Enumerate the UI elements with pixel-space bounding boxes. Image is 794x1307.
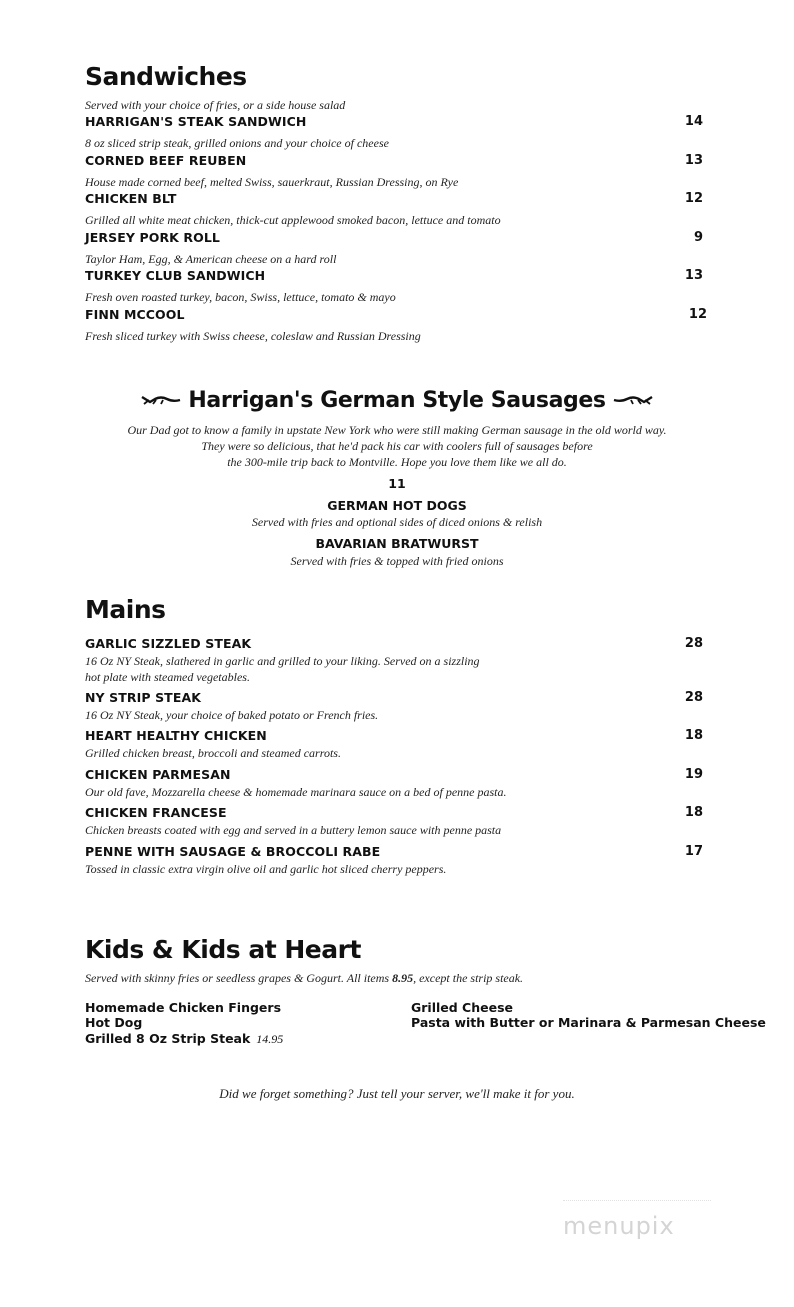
- menu-item-price: 18: [684, 805, 703, 820]
- kids-item: Homemade Chicken Fingers: [85, 1000, 282, 1015]
- menu-item-desc: Fresh oven roasted turkey, bacon, Swiss, lettuce, tomato & mayo: [85, 290, 396, 304]
- menu-item-name: PENNE WITH SAUSAGE & BROCCOLI RABE: [85, 844, 381, 859]
- menu-item-desc: 16 Oz NY Steak, slathered in garlic and grilled to your liking. Served on a sizzling: [85, 654, 480, 668]
- menu-item-desc: Grilled chicken breast, broccoli and steamed carrots.: [85, 746, 341, 760]
- watermark-logo: menupix: [563, 1212, 675, 1240]
- sandwiches-intro: Served with your choice of fries, or a side house salad: [85, 98, 346, 112]
- menu-item-price: 12: [688, 307, 707, 322]
- menu-item-price: 13: [684, 153, 703, 168]
- menu-item-price: 28: [684, 636, 703, 651]
- menu-item-desc: Taylor Ham, Egg, & American cheese on a hard roll: [85, 252, 337, 266]
- footer-note: Did we forget something? Just tell your server, we'll make it for you.: [219, 1086, 575, 1101]
- menu-item-name: FINN MCCOOL: [85, 307, 185, 322]
- left-mustache-ornament-icon: [141, 394, 181, 408]
- watermark-divider: [563, 1200, 711, 1201]
- sausages-intro-line: Our Dad got to know a family in upstate New York who were still making German sausage in the old world way.: [127, 423, 667, 437]
- menu-item-price: 12: [684, 191, 703, 206]
- kids-item: Pasta with Butter or Marinara & Parmesan Cheese: [411, 1015, 766, 1030]
- menu-item-name: HARRIGAN'S STEAK SANDWICH: [85, 114, 307, 129]
- menu-item-name: HEART HEALTHY CHICKEN: [85, 728, 267, 743]
- kids-item: Grilled Cheese: [411, 1000, 514, 1015]
- menu-item-price: 28: [684, 690, 703, 705]
- menu-item-name: CHICKEN BLT: [85, 191, 177, 206]
- menu-item-desc: 16 Oz NY Steak, your choice of baked potato or French fries.: [85, 708, 379, 722]
- sausages-title: Harrigan's German Style Sausages: [188, 388, 606, 413]
- menu-item-price: 17: [684, 844, 703, 859]
- menu-item-name: CHICKEN PARMESAN: [85, 767, 231, 782]
- menu-item-name: NY STRIP STEAK: [85, 690, 202, 705]
- kids-item: Hot Dog: [85, 1015, 143, 1030]
- right-mustache-ornament-icon: [613, 394, 653, 408]
- kids-item-price: 14.95: [256, 1032, 284, 1046]
- menu-item-name: GERMAN HOT DOGS: [327, 498, 467, 513]
- menu-item-price: 14: [684, 114, 703, 129]
- menu-item-name: CHICKEN FRANCESE: [85, 805, 227, 820]
- menu-item-name: GARLIC SIZZLED STEAK: [85, 636, 252, 651]
- menu-item-name: BAVARIAN BRATWURST: [315, 536, 479, 551]
- kids-intro: [85, 970, 523, 986]
- menu-item-price: 18: [684, 728, 703, 743]
- kids-intro-text: Served with skinny fries or seedless grapes & Gogurt. All items: [85, 971, 393, 985]
- menu-item-desc: Chicken breasts coated with egg and served in a buttery lemon sauce with penne pasta: [85, 823, 502, 837]
- kids-intro-price: 8.95: [392, 971, 414, 985]
- mains-title: Mains: [85, 595, 166, 624]
- menu-item-name: CORNED BEEF REUBEN: [85, 153, 247, 168]
- menu-item-name: JERSEY PORK ROLL: [85, 230, 220, 245]
- menu-item-desc: Fresh sliced turkey with Swiss cheese, coleslaw and Russian Dressing: [85, 329, 421, 343]
- sausages-price: 11: [388, 476, 406, 491]
- menu-item-price: 19: [684, 767, 703, 782]
- menu-item-price: 13: [684, 268, 703, 283]
- menu-item-price: 9: [693, 230, 703, 245]
- menu-item-desc: Our old fave, Mozzarella cheese & homemade marinara sauce on a bed of penne pasta.: [85, 785, 507, 799]
- sausages-heading: [0, 388, 794, 413]
- menu-item-desc: Tossed in classic extra virgin olive oil and garlic hot sliced cherry peppers.: [85, 862, 447, 876]
- menu-item-desc: House made corned beef, melted Swiss, sauerkraut, Russian Dressing, on Rye: [85, 175, 459, 189]
- kids-title: Kids & Kids at Heart: [85, 935, 361, 964]
- menu-item-desc: hot plate with steamed vegetables.: [85, 670, 250, 684]
- menu-item-desc: Served with fries & topped with fried onions: [290, 554, 504, 568]
- sandwiches-title: Sandwiches: [85, 62, 247, 91]
- kids-item: [85, 1031, 283, 1047]
- menu-item-desc: Served with fries and optional sides of diced onions & relish: [251, 515, 543, 529]
- menu-item-desc: Grilled all white meat chicken, thick-cut applewood smoked bacon, lettuce and tomato: [85, 213, 501, 227]
- kids-item-name: Grilled 8 Oz Strip Steak: [85, 1031, 251, 1046]
- menu-item-name: TURKEY CLUB SANDWICH: [85, 268, 266, 283]
- menu-item-desc: 8 oz sliced strip steak, grilled onions and your choice of cheese: [85, 136, 389, 150]
- sausages-intro-line: the 300-mile trip back to Montville. Hope you love them like we all do.: [227, 455, 567, 469]
- kids-intro-tail: , except the strip steak.: [413, 971, 524, 985]
- sausages-intro-line: They were so delicious, that he'd pack his car with coolers full of sausages before: [201, 439, 593, 453]
